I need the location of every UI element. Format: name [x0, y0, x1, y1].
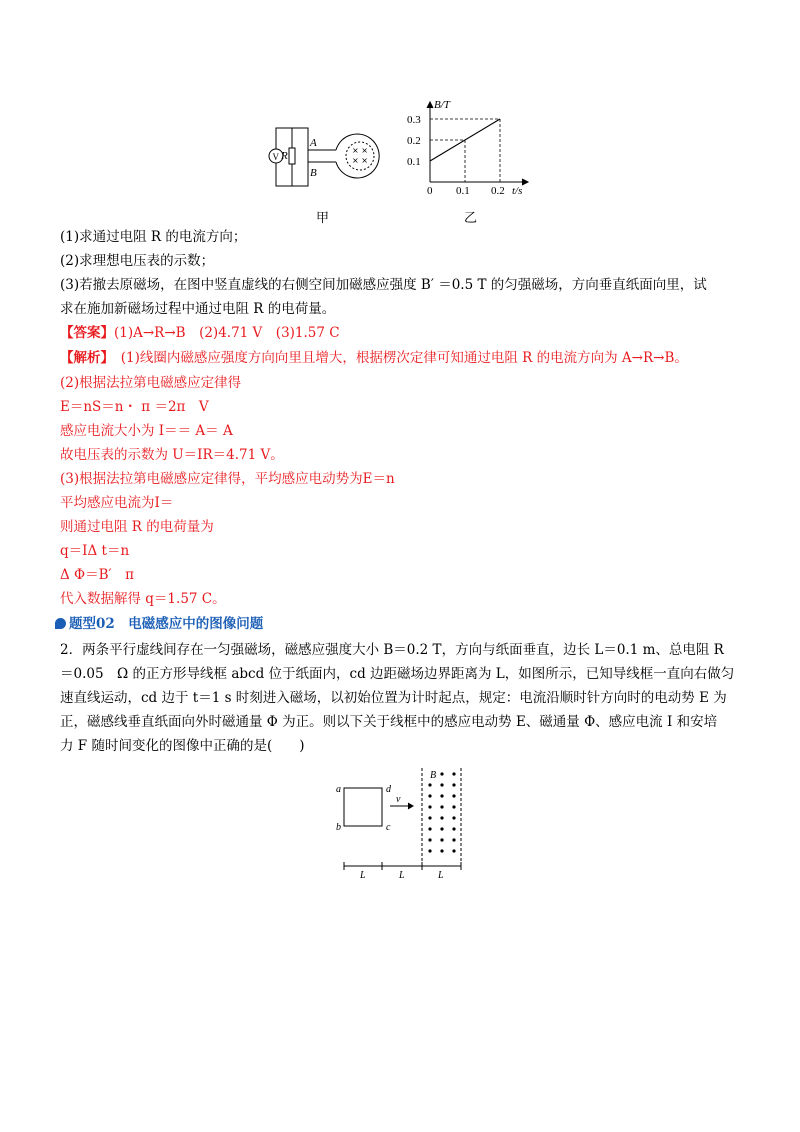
- analysis-line8: 则通过电阻 R 的电荷量为: [60, 519, 214, 535]
- field-dot: [428, 849, 431, 852]
- bt-ylabel: B/T: [434, 99, 450, 111]
- field-dot: [452, 772, 455, 775]
- bt-ytick-label: 0.1: [407, 156, 421, 168]
- field-dot: [440, 838, 443, 841]
- length-label-1: L: [360, 870, 366, 881]
- analysis-line4: 感应电流大小为 I＝＝ A＝ A: [60, 423, 233, 439]
- field-dot: [452, 783, 455, 786]
- corner-c: c: [386, 822, 391, 833]
- figure-caption-jia: 甲: [316, 211, 330, 226]
- q1-part3-cont: 求在施加新磁场过程中通过电阻 R 的电荷量。: [60, 301, 336, 317]
- bt-xlabel: t/s: [512, 185, 523, 197]
- analysis-tag: 【解析】: [60, 350, 108, 366]
- analysis-line10: Δ Φ＝B′ π: [60, 567, 134, 583]
- field-dot: [428, 838, 431, 841]
- bt-ytick-label: 0.2: [407, 135, 421, 147]
- analysis-line5: 故电压表的示数为 U＝IR＝4.71 V。: [60, 447, 284, 463]
- velocity-label: v: [396, 794, 401, 805]
- field-dot: [452, 816, 455, 819]
- field-dot: [452, 805, 455, 808]
- analysis-line11: 代入数据解得 q＝1.57 C。: [60, 591, 226, 607]
- field-dot: [440, 827, 443, 830]
- q1-part2: (2)求理想电压表的示数；: [60, 253, 215, 269]
- corner-b: b: [336, 822, 341, 833]
- bt-guide-line: [430, 140, 465, 182]
- field-dot: [452, 838, 455, 841]
- corner-d: d: [386, 784, 391, 795]
- q2-line3: 速直线运动，cd 边于 t＝1 s 时刻进入磁场，以初始位置为计时起点，规定：电流沿顺时针方向时的电动势 E 为: [60, 690, 727, 706]
- q2-line4: 正，磁感线垂直纸面向外时磁通量 Φ 为正。则以下关于线框中的感应电动势 E、磁通量 Φ、感应电流 I 和安培: [60, 714, 718, 730]
- bt-xtick-label: 0.2: [491, 185, 505, 197]
- field-dot: [428, 816, 431, 819]
- field-dot: [440, 772, 443, 775]
- length-label-2: L: [399, 870, 405, 881]
- field-dot: [440, 849, 443, 852]
- analysis-line6: (3)根据法拉第电磁感应定律得，平均感应电动势为E＝n: [60, 471, 395, 487]
- q2-line1: 2．两条平行虚线间存在一匀强磁场，磁感应强度大小 B＝0.2 T，方向与纸面垂直，边长 L＝0.1 m、总电阻 R: [60, 642, 724, 658]
- analysis-line2: (2)根据法拉第电磁感应定律得: [60, 375, 242, 391]
- analysis-text1: (1)线圈内磁感应强度方向向里且增大，根据楞次定律可知通过电阻 R 的电流方向为 A→R→B。: [107, 350, 688, 366]
- bt-graph: [400, 98, 540, 202]
- corner-a: a: [336, 784, 341, 795]
- bt-ytick-label: 0.3: [407, 114, 421, 126]
- length-label-3: L: [438, 870, 444, 881]
- terminal-a-label: A: [310, 137, 317, 149]
- q2-line5: 力 F 随时间变化的图像中正确的是( ): [60, 738, 305, 754]
- circuit-figure: [262, 118, 402, 198]
- field-dot: [440, 794, 443, 797]
- field-dot: [428, 827, 431, 830]
- field-dot: [428, 783, 431, 786]
- field-b-label: B: [430, 770, 437, 781]
- field-dot: [440, 783, 443, 786]
- answer-line: [60, 323, 340, 343]
- answer-text: (1)A→R→B (2)4.71 V (3)1.57 C: [114, 325, 340, 341]
- analysis-line3: E＝nS＝n・ π ＝2π V: [60, 399, 209, 415]
- field-dot: [428, 794, 431, 797]
- section-title: 题型02 电磁感应中的图像问题: [69, 616, 264, 632]
- field-dot: [452, 827, 455, 830]
- answer-tag: 【答案】: [60, 325, 114, 341]
- q1-part3: (3)若撤去原磁场，在图中竖直虚线的右侧空间加磁感应强度 B′ ＝0.5 T 的匀强磁场，方向垂直纸面向里，试: [60, 277, 707, 293]
- svg-text:× ×: × ×: [352, 146, 368, 155]
- loop-field-figure: [330, 762, 480, 882]
- terminal-b-label: B: [310, 167, 317, 179]
- figure-caption-yi: 乙: [464, 211, 478, 226]
- analysis-line1: [60, 348, 688, 368]
- section-marker-icon: [55, 618, 66, 629]
- analysis-line9: q＝IΔ t＝n: [60, 543, 130, 559]
- field-dot: [452, 849, 455, 852]
- field-dot: [452, 794, 455, 797]
- q2-line2: ＝0.05 Ω 的正方形导线框 abcd 位于纸面内，cd 边距磁场边界距离为 L，如图所示，已知导线框一直向右做匀: [60, 666, 735, 682]
- field-dot: [440, 816, 443, 819]
- bt-xtick-label: 0: [427, 185, 433, 197]
- bt-xtick-label: 0.1: [456, 185, 470, 197]
- svg-text:× ×: × ×: [352, 156, 368, 165]
- voltmeter-label: V: [272, 152, 279, 162]
- field-dot: [428, 805, 431, 808]
- analysis-line7: 平均感应电流为I＝: [60, 495, 174, 511]
- resistor-label: R: [281, 150, 288, 162]
- q1-part1: (1)求通过电阻 R 的电流方向；: [60, 229, 247, 245]
- section-header: [55, 614, 263, 634]
- field-dot: [440, 805, 443, 808]
